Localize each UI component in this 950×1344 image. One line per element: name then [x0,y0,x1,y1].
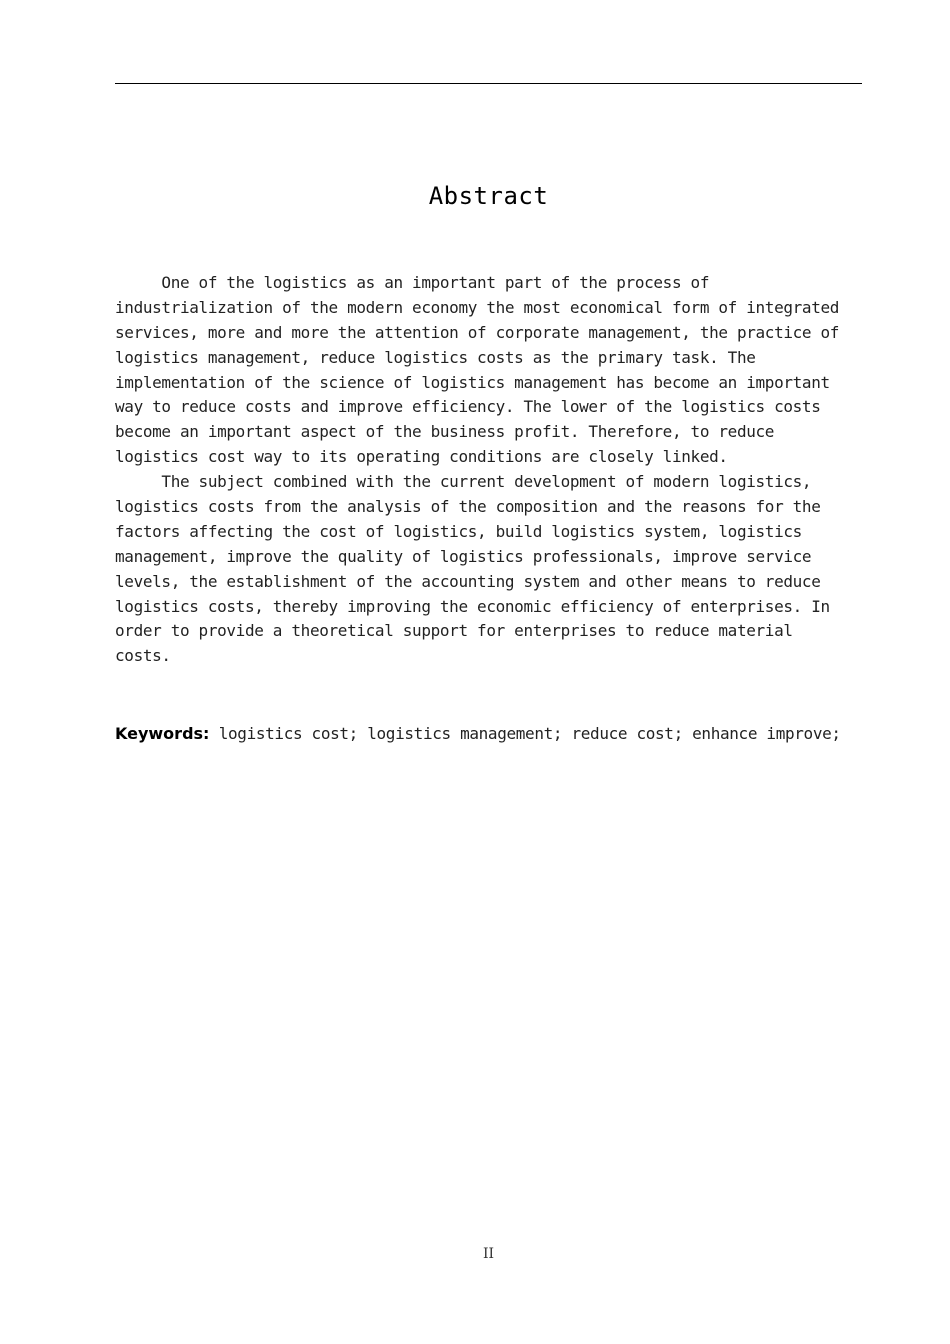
paragraph-line: industrialization of the modern economy the most economical form of integrated [115,297,840,317]
paragraph-line: become an important aspect of the business profit. Therefore, to reduce [115,422,775,442]
paragraph-line: logistics costs from the analysis of the composition and the reasons for the [115,497,821,517]
paragraph-line: order to provide a theoretical support for enterprises to reduce material [115,621,793,641]
paragraph-line: management, improve the quality of logistics professionals, improve service [115,546,812,566]
page-number: II [482,1246,495,1262]
paragraph-line: logistics management, reduce logistics costs as the primary task. The [115,347,756,367]
abstract-title: Abstract [428,182,549,210]
paragraph-line: costs. [115,646,171,666]
keywords-text: logistics cost; logistics management; reduce cost; enhance improve; [209,724,841,743]
keywords-line [115,722,875,746]
header-rule [115,83,862,84]
paragraph-line: logistics costs, thereby improving the economic efficiency of enterprises. In [115,596,830,616]
paragraph-line: The subject combined with the current development of modern logistics, [115,472,812,492]
paragraph-line: logistics cost way to its operating conditions are closely linked. [115,447,728,467]
paragraph-line: levels, the establishment of the accounting system and other means to reduce [115,571,821,591]
keywords-label: Keywords: [115,724,210,743]
abstract-paragraph-2 [115,470,875,669]
paragraph-line: services, more and more the attention of corporate management, the practice of [115,322,840,342]
paragraph-line: way to reduce costs and improve efficiency. The lower of the logistics costs [115,397,821,417]
paragraph-line: One of the logistics as an important part of the process of [115,273,710,292]
paragraph-line: factors affecting the cost of logistics, build logistics system, logistics [115,521,802,541]
paragraph-line: implementation of the science of logistics management has become an important [115,372,830,392]
abstract-body [115,271,875,669]
abstract-paragraph-1 [115,271,875,470]
